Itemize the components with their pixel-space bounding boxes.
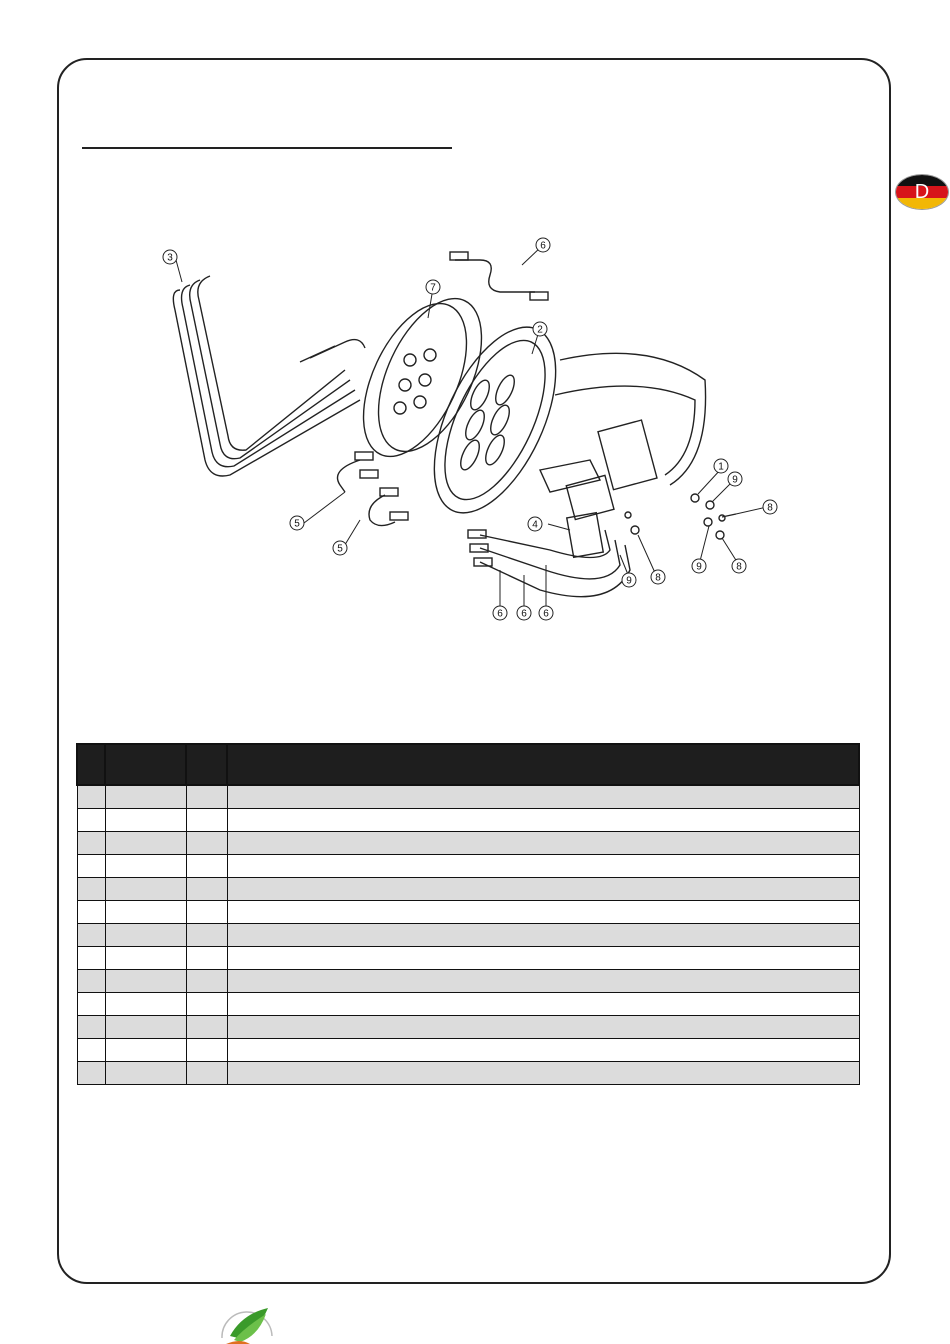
table-cell [105, 785, 186, 809]
callout-number: 1 [718, 461, 724, 473]
table-cell [105, 809, 186, 832]
table-cell [186, 901, 227, 924]
language-flag-badge [896, 175, 948, 209]
table-cell [105, 1039, 186, 1062]
table-cell [227, 993, 859, 1016]
callout-number: 5 [337, 543, 343, 555]
heating-element [173, 276, 365, 476]
table-cell [77, 993, 105, 1016]
table-cell [105, 924, 186, 947]
callout-number: 9 [626, 575, 632, 587]
table-row [77, 924, 859, 947]
table-cell [105, 832, 186, 855]
table-cell [186, 1016, 227, 1039]
table-cell [77, 878, 105, 901]
table-cell [77, 970, 105, 993]
table-cell [227, 970, 859, 993]
table-cell [186, 970, 227, 993]
table-cell [227, 1062, 859, 1085]
language-code: D [914, 180, 930, 203]
callout-number: 6 [497, 608, 503, 620]
table-cell [186, 832, 227, 855]
table-cell [186, 924, 227, 947]
callout-number: 6 [543, 608, 549, 620]
table-cell [227, 901, 859, 924]
table-cell [77, 1039, 105, 1062]
table-row [77, 993, 859, 1016]
screws-and-washers [625, 494, 736, 539]
callout-number: 9 [696, 561, 702, 573]
exploded-parts-diagram [150, 230, 790, 630]
table-cell [77, 855, 105, 878]
table-cell [105, 855, 186, 878]
connection-wires [338, 252, 631, 597]
table-cell [105, 970, 186, 993]
table-cell [77, 832, 105, 855]
table-row [77, 970, 859, 993]
callout-number: 5 [294, 518, 300, 530]
table-cell [105, 993, 186, 1016]
table-row [77, 1039, 859, 1062]
table-cell [186, 947, 227, 970]
table-cell [186, 1039, 227, 1062]
callout-number: 8 [736, 561, 742, 573]
thermostat-assembly [540, 353, 706, 557]
table-row [77, 947, 859, 970]
table-row [77, 1016, 859, 1039]
table-row [77, 832, 859, 855]
table-cell [105, 901, 186, 924]
callout-labels [163, 238, 777, 620]
callout-leaders [176, 246, 767, 612]
table-cell [186, 785, 227, 809]
leaf-logo-icon [220, 1288, 274, 1344]
callout-number: 6 [521, 608, 527, 620]
callout-number: 8 [655, 572, 661, 584]
table-cell [227, 924, 859, 947]
table-cell [186, 809, 227, 832]
table-row [77, 785, 859, 809]
table-cell [186, 855, 227, 878]
table-cell [227, 947, 859, 970]
table-cell [77, 924, 105, 947]
parts-list-table [76, 743, 860, 1085]
table-cell [186, 993, 227, 1016]
table-cell [227, 1016, 859, 1039]
table-cell [227, 878, 859, 901]
callout-number: 2 [537, 324, 543, 336]
table-cell [77, 1016, 105, 1039]
table-cell [105, 1062, 186, 1085]
table-cell [227, 1039, 859, 1062]
table-row [77, 855, 859, 878]
table-cell [186, 1062, 227, 1085]
table-cell [105, 878, 186, 901]
table-cell [186, 878, 227, 901]
title-underline [82, 147, 452, 149]
table-cell [77, 947, 105, 970]
table-cell [105, 947, 186, 970]
gasket-plate [409, 309, 581, 531]
table-cell [227, 855, 859, 878]
table-row [77, 809, 859, 832]
table-cell [77, 901, 105, 924]
callout-number: 3 [167, 252, 173, 264]
callout-number: 6 [540, 240, 546, 252]
table-row [77, 878, 859, 901]
table-row [77, 901, 859, 924]
callout-number: 7 [430, 282, 436, 294]
table-cell [227, 832, 859, 855]
table-cell [77, 785, 105, 809]
table-row [77, 1062, 859, 1085]
table-header-row [77, 744, 859, 785]
table-cell [227, 785, 859, 809]
table-cell [227, 809, 859, 832]
table-cell [77, 809, 105, 832]
table-cell [77, 1062, 105, 1085]
callout-number: 8 [767, 502, 773, 514]
table-cell [105, 1016, 186, 1039]
callout-number: 4 [532, 519, 538, 531]
callout-number: 9 [732, 474, 738, 486]
